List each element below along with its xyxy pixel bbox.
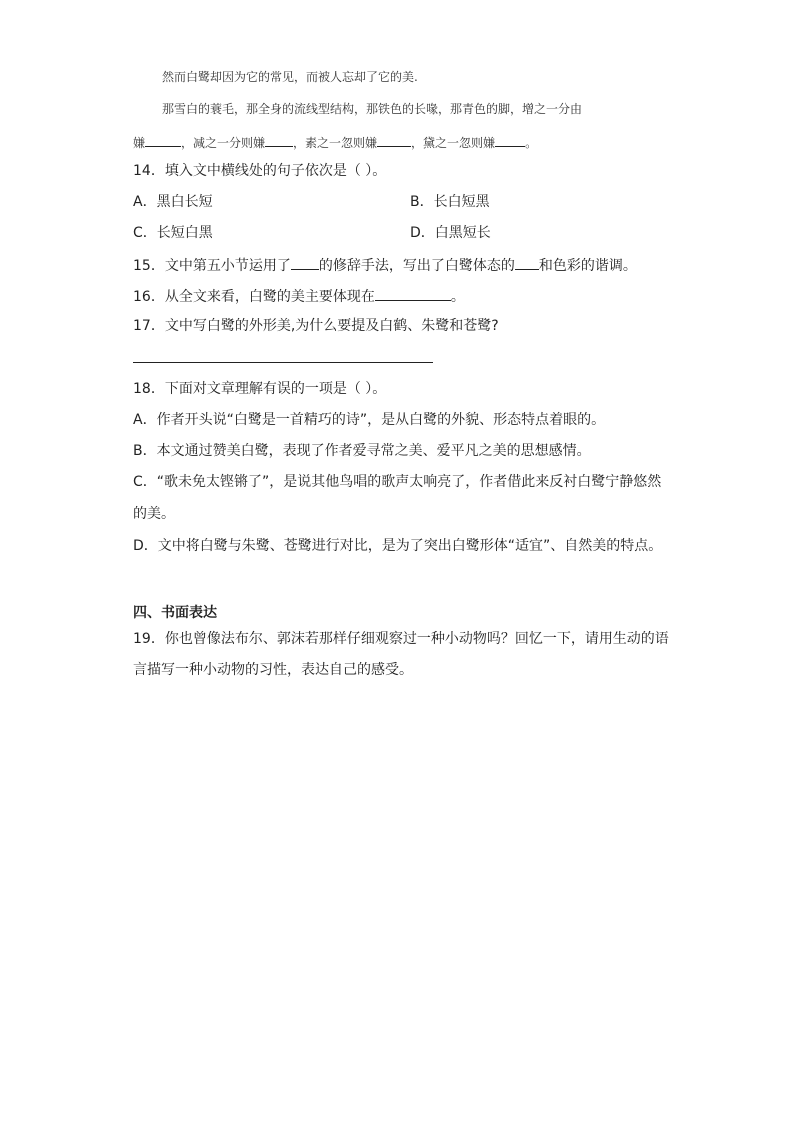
question-18-option-d[interactable]: D．文中将白鹭与朱鹭、苍鹭进行对比，是为了突出白鹭形体“适宜”、自然美的特点。 bbox=[133, 538, 663, 554]
passage-line-3 bbox=[133, 132, 693, 152]
question-18-option-b[interactable]: B．本文通过赞美白鹭，表现了作者爱寻常之美、爱平凡之美的思想感情。 bbox=[133, 443, 591, 459]
question-14-stem: 14．填入文中横线处的句子依次是（ ）。 bbox=[133, 163, 387, 179]
fill-blank-4[interactable] bbox=[495, 132, 525, 147]
question-16 bbox=[133, 286, 693, 306]
question-14-option-b[interactable]: B．长白短黑 bbox=[410, 194, 490, 210]
question-17-stem: 17．文中写白鹭的外形美,为什么要提及白鹤、朱鹭和苍鹭? bbox=[133, 318, 499, 334]
passage-line-1: 然而白鹭却因为它的常见，而被人忘却了它的美. bbox=[162, 70, 418, 84]
question-15-blank-2[interactable] bbox=[515, 255, 539, 270]
question-19-line-1: 19．你也曾像法布尔、郭沫若那样仔细观察过一种小动物吗？回忆一下，请用生动的语 bbox=[133, 631, 669, 647]
question-19-line-2: 言描写一种小动物的习性，表达自己的感受。 bbox=[133, 662, 413, 678]
question-17-answer-line[interactable] bbox=[133, 362, 433, 363]
passage-text: 。 bbox=[525, 136, 538, 150]
section-4-title: 四、书面表达 bbox=[133, 605, 217, 621]
question-18-option-c[interactable]: C．“歌未免太铿锵了”，是说其他鸟唱的歌声太响亮了，作者借此来反衬白鹭宁静悠然 bbox=[133, 474, 662, 490]
question-15-blank-1[interactable] bbox=[291, 255, 319, 270]
passage-text: 嫌 bbox=[133, 136, 146, 150]
question-15-text: 和色彩的谐调。 bbox=[538, 258, 637, 274]
question-18-option-a[interactable]: A．作者开头说“白鹭是一首精巧的诗”，是从白鹭的外貌、形态特点着眼的。 bbox=[133, 412, 606, 428]
question-16-text: 。 bbox=[450, 289, 465, 305]
passage-text: ，黛之一忽则嫌 bbox=[411, 136, 496, 150]
passage-text: ，素之一忽则嫌 bbox=[293, 136, 378, 150]
question-18-stem: 18．下面对文章理解有误的一项是（ ）。 bbox=[133, 381, 387, 397]
question-16-text: 16．从全文来看，白鹭的美主要体现在 bbox=[133, 289, 375, 305]
question-14-option-c[interactable]: C．长短白黑 bbox=[133, 225, 213, 241]
fill-blank-1[interactable] bbox=[145, 132, 181, 147]
question-14-option-d[interactable]: D．白黑短长 bbox=[410, 225, 491, 241]
passage-text: ，减之一分则嫌 bbox=[181, 136, 266, 150]
question-15 bbox=[133, 255, 693, 275]
question-15-text: 的修辞手法，写出了白鹭体态的 bbox=[318, 258, 515, 274]
passage-line-2: 那雪白的蓑毛，那全身的流线型结构，那铁色的长喙，那青色的脚，增之一分由 bbox=[162, 102, 583, 116]
fill-blank-2[interactable] bbox=[265, 132, 293, 147]
question-14-option-a[interactable]: A．黑白长短 bbox=[133, 194, 213, 210]
question-18-option-c-continued: 的美。 bbox=[133, 506, 175, 522]
question-16-blank[interactable] bbox=[375, 286, 451, 301]
fill-blank-3[interactable] bbox=[377, 132, 411, 147]
question-15-text: 15．文中第五小节运用了 bbox=[133, 258, 291, 274]
